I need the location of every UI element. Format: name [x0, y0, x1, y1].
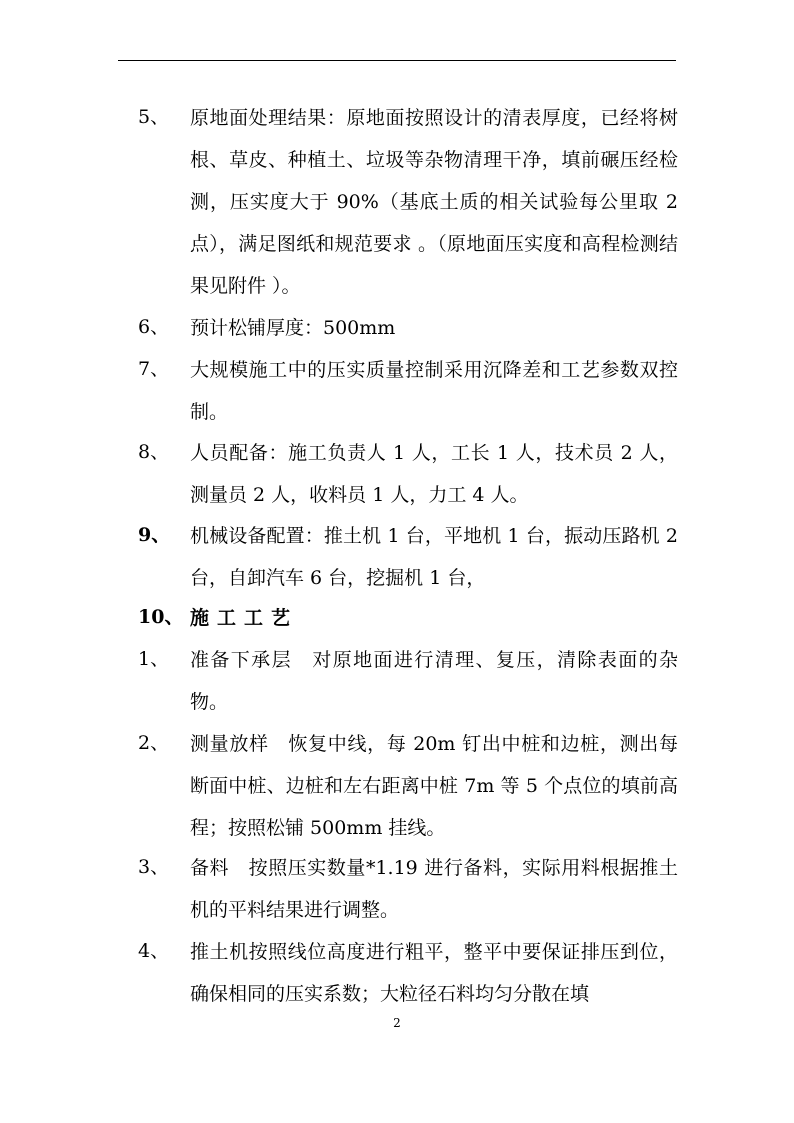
item-text: 准备下承层 对原地面进行清理、复压，清除表面的杂物。: [190, 649, 678, 713]
item-number: 1、: [138, 648, 170, 670]
list-item: [138, 734, 678, 849]
item-number: 8、: [138, 441, 170, 463]
item-number: 4、: [138, 940, 170, 962]
item-number: 7、: [138, 358, 170, 380]
item-text: 机械设备配置：推土机 1 台，平地机 1 台，振动压路机 2 台，自卸汽车 6 台，挖掘机 1 台，: [190, 525, 678, 589]
item-number: 5、: [138, 106, 170, 128]
page-number: 2: [393, 1016, 401, 1030]
section-title: 施工工艺: [190, 607, 299, 629]
item-text: 人员配备：施工负责人 1 人，工长 1 人，技术员 2 人，测量员 2 人，收料员 1 人，力工 4 人。: [190, 442, 678, 506]
item-text: 测量放样 恢复中线，每 20m 钉出中桩和边桩，测出每断面中桩、边桩和左右距离中桩 7m 等 5 个点位的填前高程；按照松铺 500mm 挂线。: [190, 733, 678, 839]
list-item: [138, 942, 678, 1015]
list-item: [138, 318, 678, 349]
list-item: [138, 650, 678, 723]
item-number: 10、: [138, 606, 184, 628]
item-number: 9、: [138, 524, 171, 546]
item-number: 2、: [138, 732, 170, 754]
item-text: 原地面处理结果：原地面按照设计的清表厚度，已经将树根、草皮、种植土、垃圾等杂物清理干净，填前碾压经检测，压实度大于 90%（基底土质的相关试验每公里取 2 点），满足图纸和规范要求 。（原地面压实度和高程检测结果见附件 ）。: [190, 107, 678, 297]
item-text: 大规模施工中的压实质量控制采用沉降差和工艺参数双控制。: [190, 359, 678, 423]
section-heading: [138, 608, 678, 639]
item-number: 6、: [138, 316, 170, 338]
item-text: 预计松铺厚度：500mm: [190, 317, 396, 339]
header-rule: [118, 60, 676, 61]
list-item: [138, 443, 678, 516]
item-number: 3、: [138, 856, 170, 878]
list-item: [138, 108, 678, 307]
item-text: 推土机按照线位高度进行粗平，整平中要保证排压到位，确保相同的压实系数；大粒径石料均匀分散在填: [190, 941, 678, 1005]
list-item: [138, 858, 678, 931]
list-item: [138, 360, 678, 433]
list-item: [138, 526, 678, 599]
item-text: 备料 按照压实数量*1.19 进行备料，实际用料根据推土机的平料结果进行调整。: [190, 857, 678, 921]
